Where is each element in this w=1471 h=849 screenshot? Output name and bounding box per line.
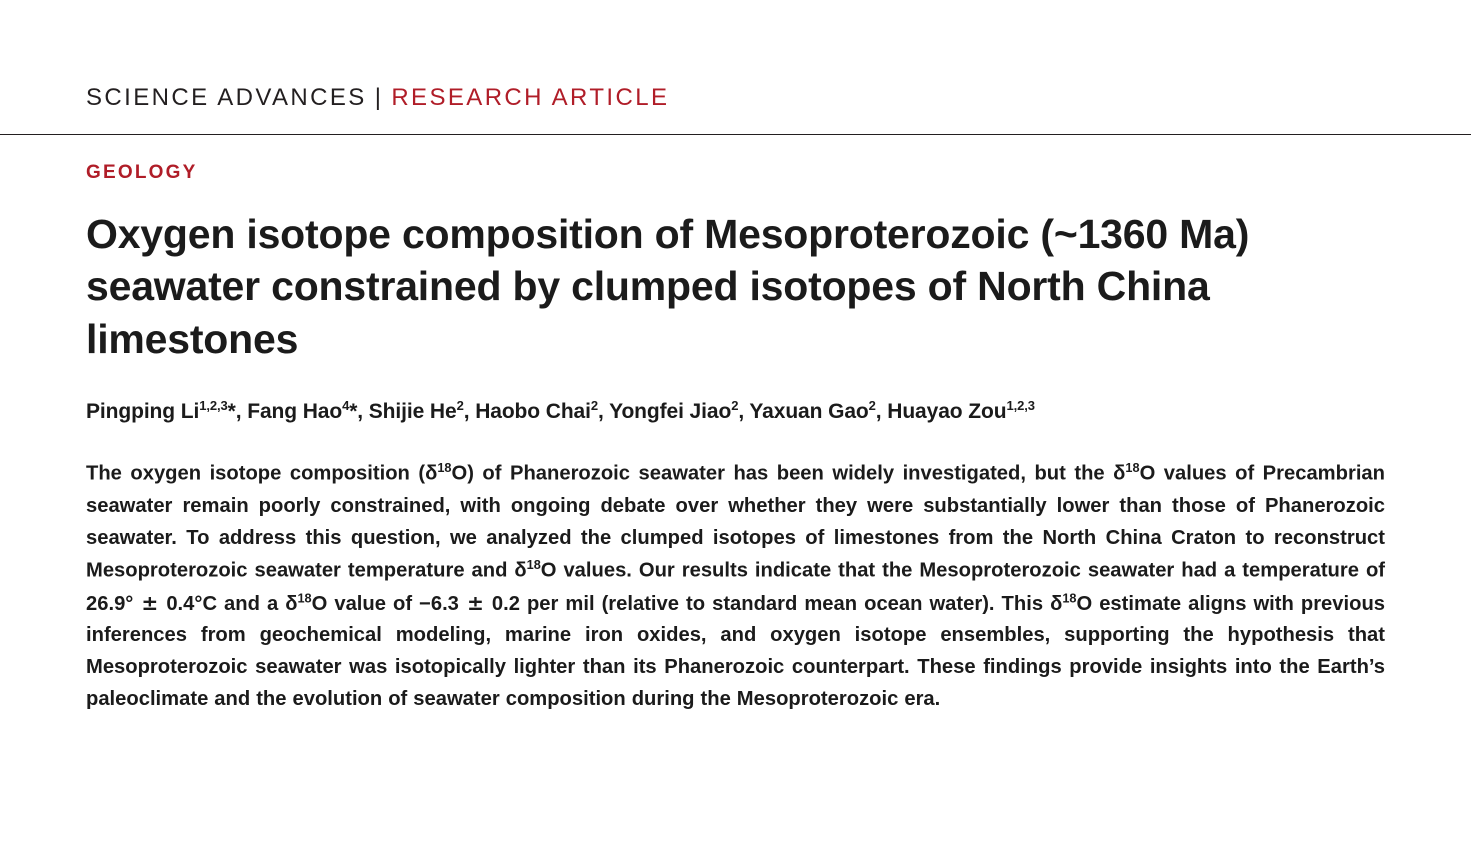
article-type: RESEARCH ARTICLE	[391, 84, 670, 111]
subject-category: GEOLOGY	[86, 162, 198, 183]
author-list: Pingping Li$^{1,2,3}$*, Fang Hao$^4$*, Shijie He$^2$, Haobo Chai$^2$, Yongfei Jiao$^2$, Yaxuan Gao$^2$, Huayao Zou$^{1,2,3}$	[86, 398, 1035, 424]
journal-name: SCIENCE ADVANCES	[86, 84, 367, 111]
running-head	[86, 0, 1385, 112]
abstract-text: The oxygen isotope composition $(\delta^{18}O)$ of Phanerozoic seawater has been widely investigated, but the $\delta^{18}O$ values of Precambrian seawater remain poorly constrained, with ongoing debate over whether they were substantially lower than those of Phanerozoic seawater. To address this question, we analyzed the clumped isotopes of limestones from the North China Craton to reconstruct Mesoproterozoic seawater temperature and $\delta^{18}O$ values. Our results indicate that the Mesoproterozoic seawater had a temperature of 26.9° ± 0.4°C and a $\delta^{18}O$ value of −6.3 ± 0.2 per mil (relative to standard mean ocean water). This $\delta^{18}O$ estimate aligns with previous inferences from geochemical modeling, marine iron oxides, and oxygen isotope ensembles, supporting the hypothesis that Mesoproterozoic seawater was isotopically lighter than its Phanerozoic counterpart. These findings provide insights into the Earth’s paleoclimate and the evolution of seawater composition during the Mesoproterozoic era.	[86, 460, 1386, 711]
running-head-separator: |	[374, 84, 384, 111]
page-title: Oxygen isotope composition of Mesoproterozoic (~1360 Ma) seawater constrained by clumped isotopes of North China limestones	[86, 211, 1250, 362]
header-divider	[0, 134, 1471, 135]
